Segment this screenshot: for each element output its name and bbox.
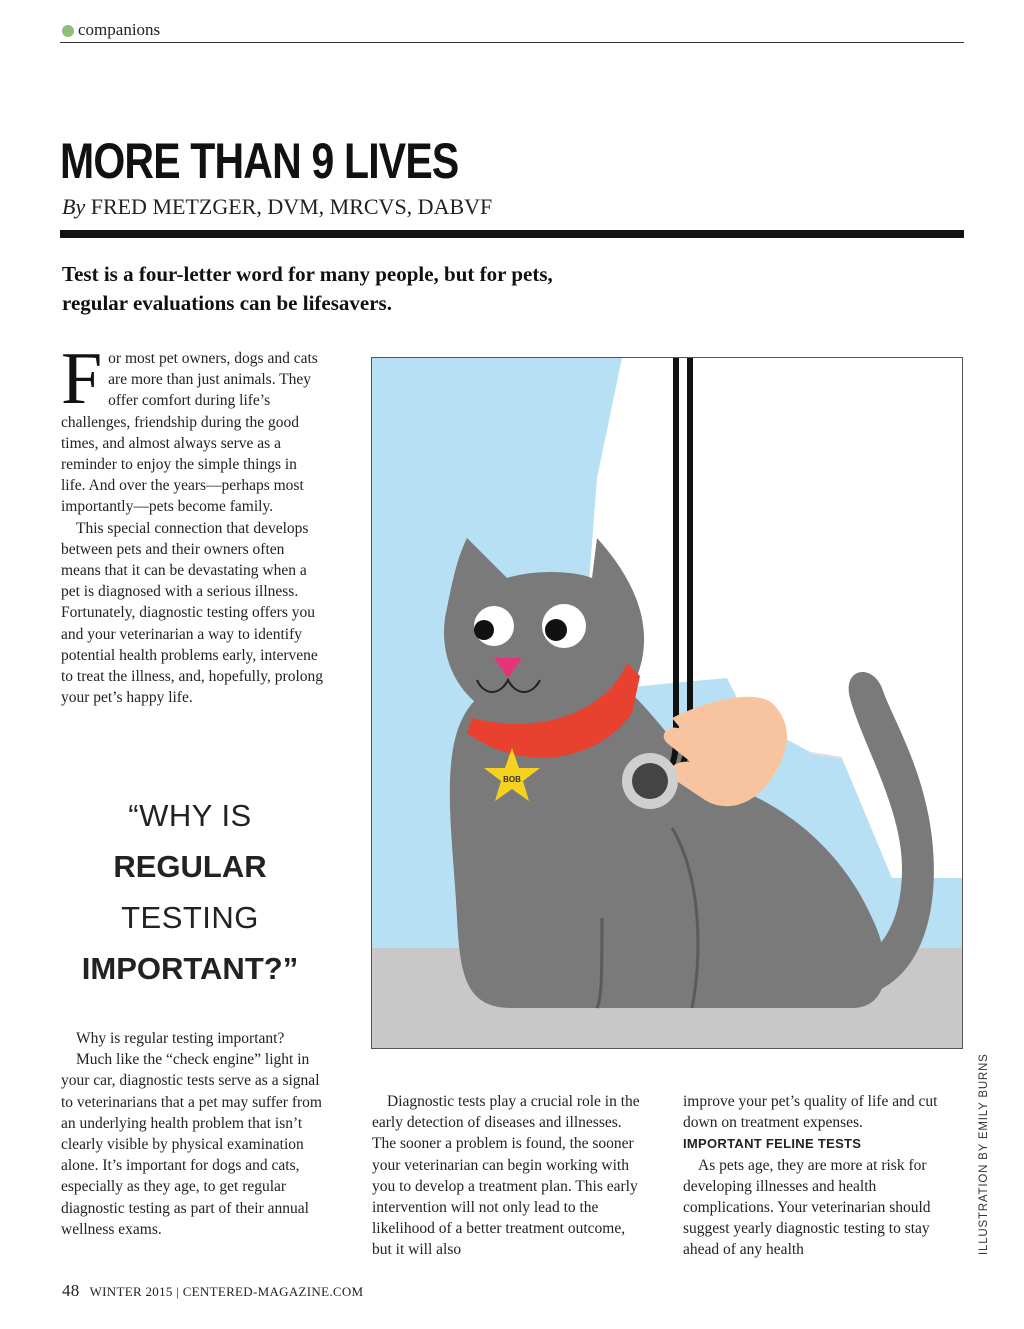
paragraph-quality: improve your pet’s quality of life and cut down on treatment expenses. xyxy=(683,1093,938,1132)
issue-info: WINTER 2015 | CENTERED-MAGAZINE.COM xyxy=(89,1284,364,1299)
byline-author: FRED METZGER, DVM, MRCVS, DABVF xyxy=(90,194,493,219)
paragraph-aging: As pets age, they are more at risk for developing illnesses and health complications. Your veterinarian should suggest yearly diagnostic testing to stay ahead of any health xyxy=(683,1156,931,1259)
column-1-bottom xyxy=(61,1028,323,1240)
title-rule xyxy=(60,230,964,238)
section-header xyxy=(60,20,964,43)
page-footer xyxy=(62,1281,363,1301)
column-3 xyxy=(683,1091,953,1261)
byline-prefix: By xyxy=(62,194,86,219)
pull-quote xyxy=(60,790,320,994)
column-2 xyxy=(372,1091,640,1261)
article-title: MORE THAN 9 LIVES xyxy=(60,133,459,189)
paragraph-diagnostic: Diagnostic tests play a crucial role in the early detection of diseases and illnesses. The sooner a problem is found, the sooner your veterinarian can begin working with you to develop a treatment plan. This early intervention will not only lead to the likelihood of a better treatment outcome, but it will also xyxy=(372,1093,640,1259)
drop-cap: F xyxy=(61,338,103,420)
section-dot-icon xyxy=(62,25,74,37)
paragraph-intro xyxy=(61,338,323,518)
paragraph-intro-text: or most pet owners, dogs and cats are more than just animals. They offer comfort during life’s challenges, friendship during the good times, and almost always serve as a reminder to enjoy the simple things in life. And over the years—perhaps most importantly—pets become family. xyxy=(61,350,318,516)
right-pupil xyxy=(545,619,567,641)
page-number: 48 xyxy=(62,1281,80,1300)
paragraph-check-engine: Much like the “check engine” light in your car, diagnostic tests serve as a signal to veterinarians that a pet may suffer from an underlying health problem that isn’t clearly visible by physical examination alone. It’s important for dogs and cats, especially as they age, to get regular diagnostic testing as part of their annual wellness exams. xyxy=(61,1051,322,1238)
pull-quote-line-3: TESTING xyxy=(121,900,259,935)
paragraph-connection: This special connection that develops between pets and their owners often means that it can be devastating when a pet is diagnosed with a serious illness. Fortunately, diagnostic testing offers you and your veterinarian a way to identify potential health problems early, intervene to treat the illness, and, hopefully, prolong your pet’s happy life. xyxy=(61,519,324,707)
article-dek: Test is a four-letter word for many people, but for pets, regular evaluations can be lifesavers. xyxy=(62,262,553,315)
paragraph-question: Why is regular testing important? xyxy=(76,1030,285,1047)
section-label: companions xyxy=(78,20,161,39)
column-1-top xyxy=(61,338,324,708)
name-tag-text: BOB xyxy=(503,775,521,784)
byline xyxy=(62,194,492,220)
pull-quote-line-1: “WHY IS xyxy=(128,798,252,833)
cat-illustration xyxy=(371,357,963,1049)
subhead-feline-tests: IMPORTANT FELINE TESTS xyxy=(683,1136,862,1152)
pull-quote-line-4: IMPORTANT?” xyxy=(81,951,299,986)
illustration-credit: ILLUSTRATION BY EMILY BURNS xyxy=(978,1053,990,1255)
cat-vet-scene xyxy=(372,358,962,1048)
left-pupil xyxy=(474,620,494,640)
pull-quote-line-2: REGULAR xyxy=(113,849,267,884)
stethoscope-diaphragm xyxy=(632,763,668,799)
